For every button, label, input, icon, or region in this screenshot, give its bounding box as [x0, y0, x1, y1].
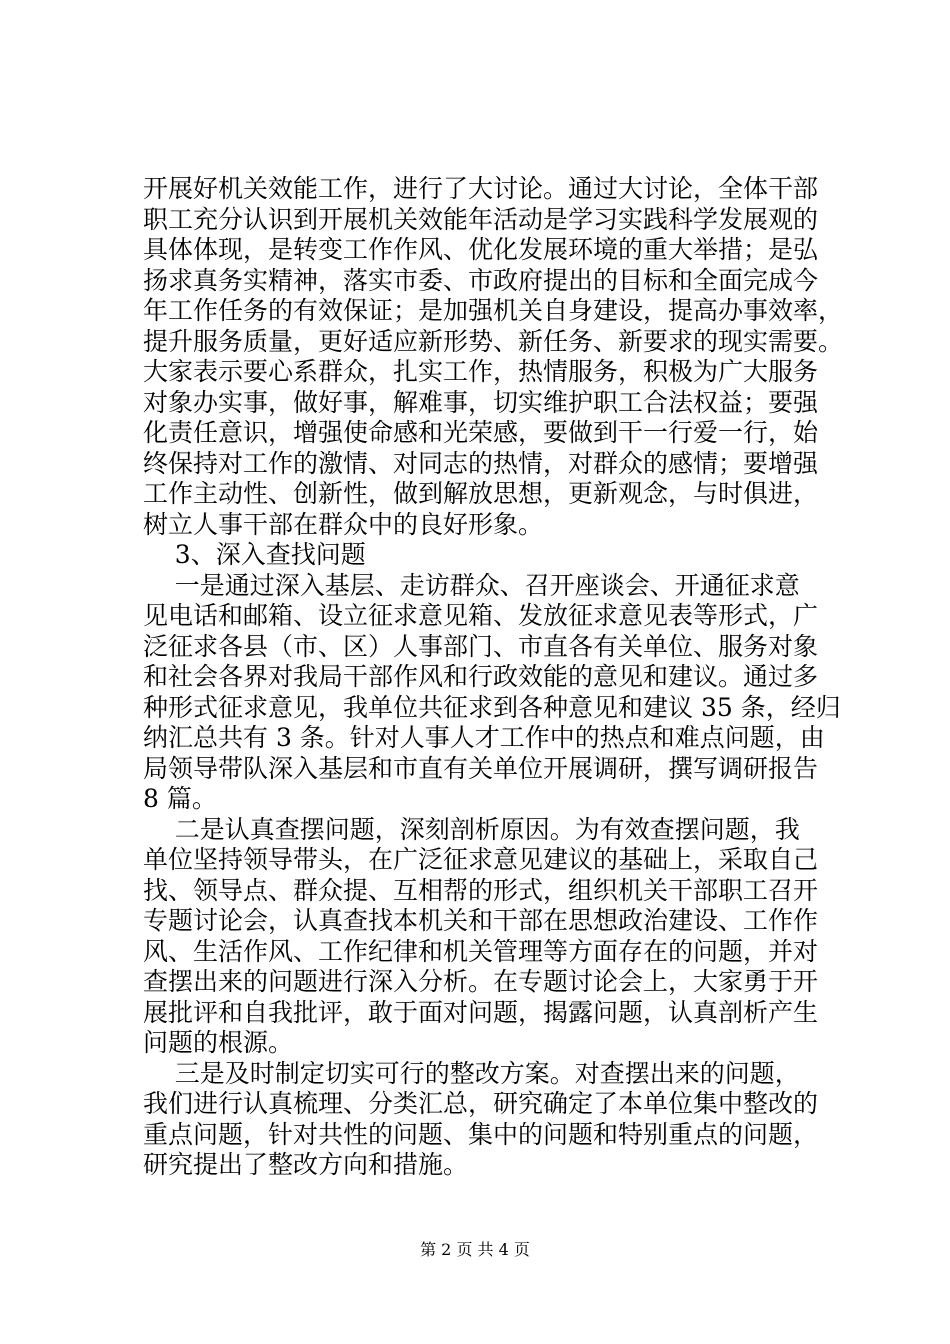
text-line: 见电话和邮箱、设立征求意见箱、发放征求意见表等形式，广 [143, 601, 819, 630]
text-line: 化责任意识，增强使命感和光荣感，要做到干一行爱一行，始 [143, 418, 819, 447]
text-line: 具体体现，是转变工作作风、优化发展环境的重大举措；是弘 [143, 235, 819, 264]
text-line: 我们进行认真梳理、分类汇总，研究确定了本单位集中整改的 [143, 1089, 819, 1118]
text-line: 二是认真查摆问题，深刻剖析原因。为有效查摆问题，我 [143, 814, 800, 844]
text-line: 专题讨论会，认真查找本机关和干部在思想政治建设、工作作 [143, 906, 819, 935]
text-line: 找、领导点、群众提、互相帮的形式，组织机关干部职工召开 [143, 875, 819, 905]
text-line: 重点问题，针对共性的问题、集中的问题和特别重点的问题， [143, 1119, 819, 1149]
document-body [143, 174, 844, 1181]
page-footer: 第 2 页 共 4 页 [420, 1240, 530, 1259]
text-line: 职工充分认识到开展机关效能年活动是学习实践科学发展观的 [143, 204, 819, 234]
text-line: 单位坚持领导带头，在广泛征求意见建议的基础上，采取自己 [143, 845, 819, 874]
text-line: 三是及时制定切实可行的整改方案。对查摆出来的问题， [143, 1058, 800, 1088]
text-line: 泛征求各县（市、区）人事部门、市直各有关单位、服务对象 [143, 631, 819, 661]
text-line: 种形式征求意见，我单位共征求到各种意见和建议 35 条，经归 [143, 692, 841, 722]
text-line: 对象办实事，做好事，解难事，切实维护职工合法权益；要强 [143, 387, 819, 417]
text-line: 扬求真务实精神，落实市委、市政府提出的目标和全面完成今 [143, 265, 819, 295]
text-line: 问题的根源。 [143, 1028, 294, 1057]
text-line: 树立人事干部在群众中的良好形象。 [143, 509, 544, 539]
text-line: 8 篇。 [143, 784, 217, 813]
text-line: 终保持对工作的激情、对同志的热情，对群众的感情；要增强 [143, 448, 819, 478]
text-line: 年工作任务的有效保证；是加强机关自身建设，提高办事效率， [143, 296, 844, 325]
text-line: 展批评和自我批评，敢于面对问题，揭露问题，认真剖析产生 [143, 997, 819, 1027]
text-line: 纳汇总共有 3 条。针对人事人才工作中的热点和难点问题，由 [143, 723, 825, 752]
text-line: 查摆出来的问题进行深入分析。在专题讨论会上，大家勇于开 [143, 967, 819, 996]
text-line: 工作主动性、创新性，做到解放思想，更新观念，与时俱进， [143, 479, 819, 508]
text-line: 开展好机关效能工作，进行了大讨论。通过大讨论，全体干部 [143, 174, 819, 203]
text-line: 大家表示要心系群众，扎实工作，热情服务，积极为广大服务 [143, 357, 819, 386]
text-line: 局领导带队深入基层和市直有关单位开展调研，撰写调研报告 [143, 753, 819, 783]
text-line: 提升服务质量，更好适应新形势、新任务、新要求的现实需要。 [143, 326, 844, 356]
text-line: 研究提出了整改方向和措施。 [143, 1150, 469, 1179]
text-line: 3、深入查找问题 [143, 540, 366, 569]
text-line: 一是通过深入基层、走访群众、召开座谈会、开通征求意 [143, 570, 800, 600]
text-line: 和社会各界对我局干部作风和行政效能的意见和建议。通过多 [143, 662, 819, 691]
text-line: 风、生活作风、工作纪律和机关管理等方面存在的问题，并对 [143, 936, 819, 966]
